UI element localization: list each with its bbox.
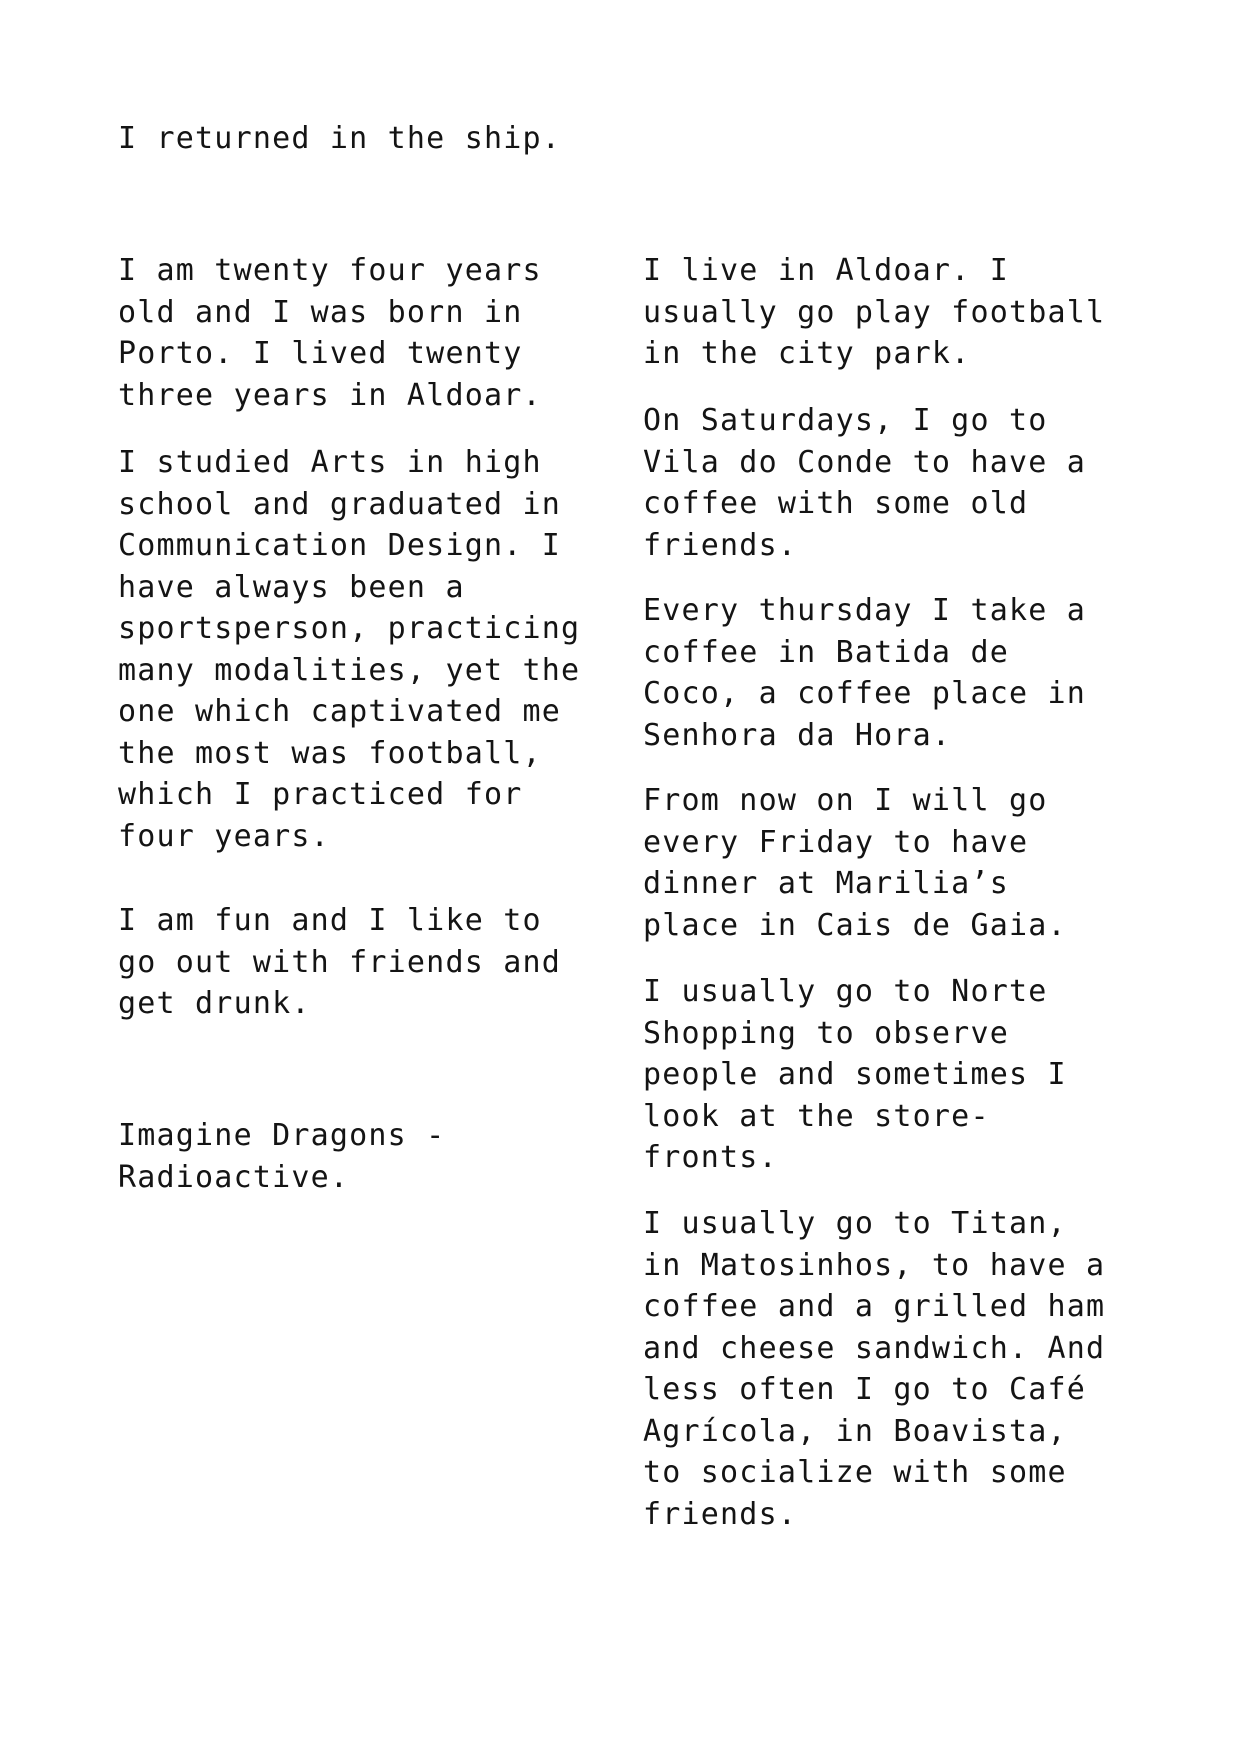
text-line: which I practiced for [118,777,523,812]
text-line: dinner at Marilia’s [643,866,1009,901]
thursday-paragraph [643,590,1086,756]
text-line: people and sometimes I [643,1057,1067,1092]
text-line: in the city park. [643,336,971,371]
text-line: I returned in the ship. [118,121,562,156]
text-line: On Saturdays, I go to [643,403,1048,438]
text-line: one which captivated me [118,694,562,729]
text-line: every Friday to have [643,824,1029,860]
text-line: I live in Aldoar. I [643,253,1009,288]
saturdays-paragraph [643,400,1086,566]
text-line: Senhora da Hora. [643,717,952,753]
text-line: place in Cais de Gaia. [643,907,1067,943]
text-line: school and graduated in [118,486,562,522]
text-line: have always been a [118,569,465,605]
text-line: the most was football, [118,735,542,771]
studies-paragraph [118,442,580,857]
text-line: Radioactive. [118,1159,350,1195]
text-line: Imagine Dragons - [118,1118,446,1153]
text-line: coffee with some old [643,486,1029,521]
text-line: I usually go to Titan, [643,1206,1067,1241]
text-line: Every thursday I take a [643,593,1087,628]
text-line: I studied Arts in high [118,445,542,480]
text-line: I am fun and I like to [118,903,542,938]
personality-paragraph [118,900,561,1025]
text-line: three years in Aldoar. [118,377,542,413]
text-line: get drunk. [118,986,311,1021]
text-line: usually go play football [643,294,1106,330]
text-line: old and I was born in [118,294,523,330]
text-line: look at the store- [643,1098,990,1134]
text-line: to socialize with some [643,1455,1067,1490]
age-paragraph [118,250,542,416]
text-line: sportsperson, practicing [118,611,581,646]
text-line: many modalities, yet the [118,652,581,688]
text-line: less often I go to Café [643,1372,1087,1407]
text-line: four years. [118,818,330,854]
song-paragraph [118,1115,445,1198]
intro-paragraph [118,118,561,160]
text-line: go out with friends and [118,944,562,980]
text-line: Porto. I lived twenty [118,336,523,371]
text-line: Communication Design. I [118,528,562,563]
text-line: Vila do Conde to have a [643,444,1087,480]
text-line: I usually go to Norte [643,974,1048,1009]
text-line: friends. [643,1496,798,1532]
cafes-paragraph [643,1203,1105,1535]
text-line: and cheese sandwich. And [643,1330,1106,1366]
text-line: friends. [643,527,798,563]
shopping-paragraph [643,971,1067,1179]
friday-paragraph [643,780,1067,946]
text-line: Coco, a coffee place in [643,676,1087,711]
text-line: I am twenty four years [118,253,542,288]
residence-paragraph [643,250,1105,375]
text-line: coffee and a grilled ham [643,1289,1106,1324]
text-line: Agrícola, in Boavista, [643,1413,1067,1449]
text-line: in Matosinhos, to have a [643,1247,1106,1283]
text-line: coffee in Batida de [643,634,1009,670]
text-line: fronts. [643,1140,778,1175]
text-line: From now on I will go [643,783,1048,818]
text-line: Shopping to observe [643,1015,1009,1051]
